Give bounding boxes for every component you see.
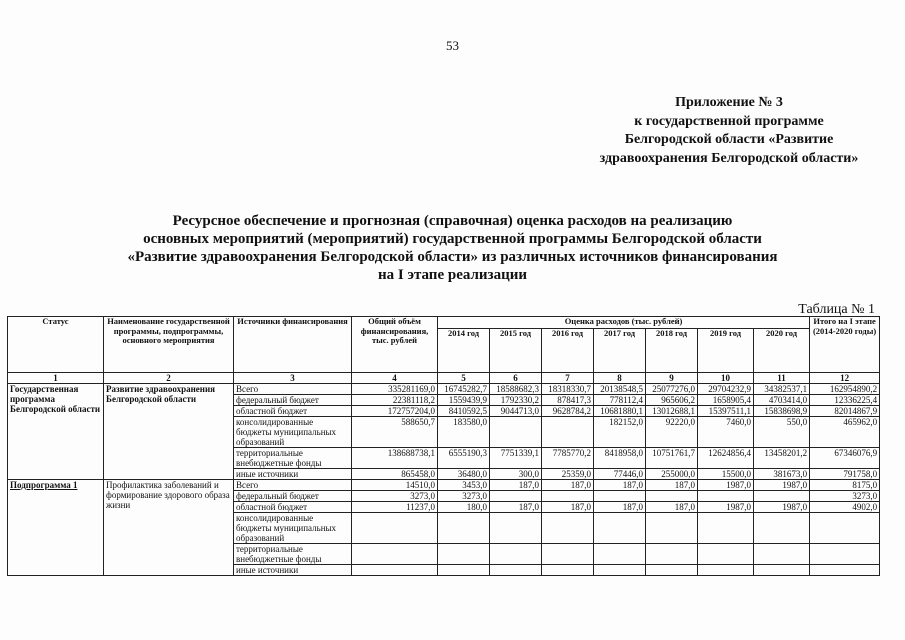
amount-cell xyxy=(352,544,438,565)
amount-cell: 7460,0 xyxy=(698,417,754,448)
header-year: 2017 год xyxy=(594,329,646,373)
appendix-line: здравоохранения Белгородской области» xyxy=(599,150,859,166)
amount-cell: 335281169,0 xyxy=(352,384,438,395)
amount-cell: 12336225,4 xyxy=(810,395,880,406)
amount-cell xyxy=(438,513,490,544)
funding-source: иные источники xyxy=(234,565,352,576)
amount-cell: 300,0 xyxy=(490,469,542,480)
header-year: 2014 год xyxy=(438,329,490,373)
funding-source: областной бюджет xyxy=(234,502,352,513)
amount-cell xyxy=(698,491,754,502)
column-number: 5 xyxy=(438,373,490,384)
amount-cell xyxy=(490,544,542,565)
amount-cell: 878417,3 xyxy=(542,395,594,406)
column-number: 11 xyxy=(754,373,810,384)
amount-cell xyxy=(352,565,438,576)
amount-cell: 865458,0 xyxy=(352,469,438,480)
amount-cell xyxy=(646,513,698,544)
amount-cell: 1987,0 xyxy=(698,480,754,491)
amount-cell: 4703414,0 xyxy=(754,395,810,406)
header-year: 2016 год xyxy=(542,329,594,373)
amount-cell: 10751761,7 xyxy=(646,448,698,469)
amount-cell: 187,0 xyxy=(490,480,542,491)
amount-cell: 9044713,0 xyxy=(490,406,542,417)
title-line: на I этапе реализации xyxy=(377,267,527,283)
amount-cell: 588650,7 xyxy=(352,417,438,448)
header-estimate: Оценка расходов (тыс. рублей) xyxy=(438,317,810,329)
header-year: 2015 год xyxy=(490,329,542,373)
table-row xyxy=(8,384,880,395)
amount-cell xyxy=(810,513,880,544)
header-name: Наименование государственной программы, подпрограммы, основного мероприятия xyxy=(104,317,234,373)
group-name: Развитие здравоохранения Белгородской области xyxy=(104,384,234,480)
amount-cell: 13458201,2 xyxy=(754,448,810,469)
funding-source: областной бюджет xyxy=(234,406,352,417)
amount-cell: 187,0 xyxy=(542,480,594,491)
amount-cell: 187,0 xyxy=(490,502,542,513)
group-status: Государственная программа Белгородской области xyxy=(8,384,104,480)
amount-cell: 183580,0 xyxy=(438,417,490,448)
amount-cell xyxy=(754,544,810,565)
amount-cell xyxy=(698,513,754,544)
amount-cell: 18588682,3 xyxy=(490,384,542,395)
amount-cell: 13012688,1 xyxy=(646,406,698,417)
amount-cell xyxy=(490,417,542,448)
amount-cell: 172757204,0 xyxy=(352,406,438,417)
amount-cell: 9628784,2 xyxy=(542,406,594,417)
amount-cell xyxy=(754,513,810,544)
amount-cell: 6555190,3 xyxy=(438,448,490,469)
amount-cell xyxy=(542,417,594,448)
amount-cell: 10681880,1 xyxy=(594,406,646,417)
amount-cell xyxy=(542,513,594,544)
amount-cell: 1658905,4 xyxy=(698,395,754,406)
amount-cell xyxy=(754,491,810,502)
header-status: Статус xyxy=(8,317,104,373)
funding-source: территориальные внебюджетные фонды xyxy=(234,448,352,469)
amount-cell xyxy=(542,544,594,565)
amount-cell xyxy=(754,565,810,576)
amount-cell: 3273,0 xyxy=(352,491,438,502)
amount-cell: 1987,0 xyxy=(754,502,810,513)
amount-cell xyxy=(698,544,754,565)
amount-cell xyxy=(542,565,594,576)
amount-cell: 15838698,9 xyxy=(754,406,810,417)
title-line: Ресурсное обеспечение и прогнозная (справочная) оценка расходов на реализацию xyxy=(172,213,733,229)
table-row xyxy=(8,480,880,491)
amount-cell: 67346076,9 xyxy=(810,448,880,469)
amount-cell xyxy=(438,544,490,565)
funding-source: Всего xyxy=(234,480,352,491)
funding-source: территориальные внебюджетные фонды xyxy=(234,544,352,565)
amount-cell: 187,0 xyxy=(542,502,594,513)
amount-cell: 15397511,1 xyxy=(698,406,754,417)
amount-cell: 14510,0 xyxy=(352,480,438,491)
document-title xyxy=(90,212,815,284)
amount-cell: 11237,0 xyxy=(352,502,438,513)
amount-cell: 3273,0 xyxy=(438,491,490,502)
amount-cell: 465962,0 xyxy=(810,417,880,448)
amount-cell: 8410592,5 xyxy=(438,406,490,417)
header-total-volume: Общий объём финансирования, тыс. рублей xyxy=(352,317,438,373)
title-line: основных мероприятий (мероприятий) государственной программы Белгородской области xyxy=(143,231,762,247)
amount-cell: 550,0 xyxy=(754,417,810,448)
amount-cell: 18318330,7 xyxy=(542,384,594,395)
amount-cell xyxy=(810,565,880,576)
amount-cell xyxy=(352,513,438,544)
amount-cell xyxy=(646,544,698,565)
amount-cell: 162954890,2 xyxy=(810,384,880,395)
amount-cell: 25359,0 xyxy=(542,469,594,480)
amount-cell: 34382537,1 xyxy=(754,384,810,395)
amount-cell: 36480,0 xyxy=(438,469,490,480)
amount-cell: 791758,0 xyxy=(810,469,880,480)
amount-cell: 1987,0 xyxy=(698,502,754,513)
funding-source: федеральный бюджет xyxy=(234,491,352,502)
amount-cell: 187,0 xyxy=(646,480,698,491)
column-number: 9 xyxy=(646,373,698,384)
column-number: 6 xyxy=(490,373,542,384)
appendix-header xyxy=(579,94,879,168)
column-number: 1 xyxy=(8,373,104,384)
amount-cell: 77446,0 xyxy=(594,469,646,480)
appendix-line: к государственной программе xyxy=(634,113,824,129)
amount-cell xyxy=(594,544,646,565)
funding-source: консолидированные бюджеты муниципальных образований xyxy=(234,513,352,544)
amount-cell xyxy=(542,491,594,502)
funding-source: федеральный бюджет xyxy=(234,395,352,406)
amount-cell: 7785770,2 xyxy=(542,448,594,469)
header-stage-total: Итого на I этапе (2014-2020 годы) xyxy=(810,317,880,373)
amount-cell: 187,0 xyxy=(594,480,646,491)
amount-cell: 187,0 xyxy=(646,502,698,513)
amount-cell xyxy=(698,565,754,576)
amount-cell xyxy=(646,491,698,502)
appendix-line: Белгородской области «Развитие xyxy=(624,132,834,147)
amount-cell xyxy=(490,491,542,502)
funding-source: Всего xyxy=(234,384,352,395)
amount-cell: 20138548,5 xyxy=(594,384,646,395)
column-number: 2 xyxy=(104,373,234,384)
amount-cell: 15500,0 xyxy=(698,469,754,480)
table-header-row xyxy=(8,317,880,329)
amount-cell: 25077276,0 xyxy=(646,384,698,395)
amount-cell: 180,0 xyxy=(438,502,490,513)
amount-cell: 1987,0 xyxy=(754,480,810,491)
group-status: Подпрограмма 1 xyxy=(8,480,104,576)
amount-cell xyxy=(594,491,646,502)
header-year: 2020 год xyxy=(754,329,810,373)
amount-cell: 138688738,1 xyxy=(352,448,438,469)
amount-cell: 255000,0 xyxy=(646,469,698,480)
amount-cell: 778112,4 xyxy=(594,395,646,406)
column-number: 4 xyxy=(352,373,438,384)
header-year: 2018 год xyxy=(646,329,698,373)
amount-cell: 381673,0 xyxy=(754,469,810,480)
amount-cell xyxy=(594,565,646,576)
amount-cell: 16745282,7 xyxy=(438,384,490,395)
column-number-row xyxy=(8,373,880,384)
header-sources: Источники финансирования xyxy=(234,317,352,373)
amount-cell: 3273,0 xyxy=(810,491,880,502)
amount-cell: 965606,2 xyxy=(646,395,698,406)
column-number: 8 xyxy=(594,373,646,384)
table-label: Таблица № 1 xyxy=(798,302,875,317)
column-number: 7 xyxy=(542,373,594,384)
amount-cell: 1792330,2 xyxy=(490,395,542,406)
amount-cell: 182152,0 xyxy=(594,417,646,448)
amount-cell xyxy=(490,513,542,544)
amount-cell: 8175,0 xyxy=(810,480,880,491)
amount-cell xyxy=(646,565,698,576)
column-number: 12 xyxy=(810,373,880,384)
amount-cell: 3453,0 xyxy=(438,480,490,491)
amount-cell: 29704232,9 xyxy=(698,384,754,395)
group-name: Профилактика заболеваний и формирование здорового образа жизни xyxy=(104,480,234,576)
amount-cell xyxy=(594,513,646,544)
amount-cell: 92220,0 xyxy=(646,417,698,448)
page-number: 53 xyxy=(446,38,459,53)
amount-cell: 4902,0 xyxy=(810,502,880,513)
column-number: 3 xyxy=(234,373,352,384)
amount-cell xyxy=(810,544,880,565)
amount-cell: 22381118,2 xyxy=(352,395,438,406)
amount-cell xyxy=(438,565,490,576)
funding-source: иные источники xyxy=(234,469,352,480)
amount-cell: 187,0 xyxy=(594,502,646,513)
amount-cell: 1559439,9 xyxy=(438,395,490,406)
header-year: 2019 год xyxy=(698,329,754,373)
funding-source: консолидированные бюджеты муниципальных образований xyxy=(234,417,352,448)
title-line: «Развитие здравоохранения Белгородской области» из различных источников финансирования xyxy=(127,249,778,265)
amount-cell: 8418958,0 xyxy=(594,448,646,469)
appendix-line: Приложение № 3 xyxy=(675,95,783,110)
amount-cell: 7751339,1 xyxy=(490,448,542,469)
funding-table xyxy=(7,316,880,576)
amount-cell: 82014867,9 xyxy=(810,406,880,417)
amount-cell: 12624856,4 xyxy=(698,448,754,469)
column-number: 10 xyxy=(698,373,754,384)
amount-cell xyxy=(490,565,542,576)
